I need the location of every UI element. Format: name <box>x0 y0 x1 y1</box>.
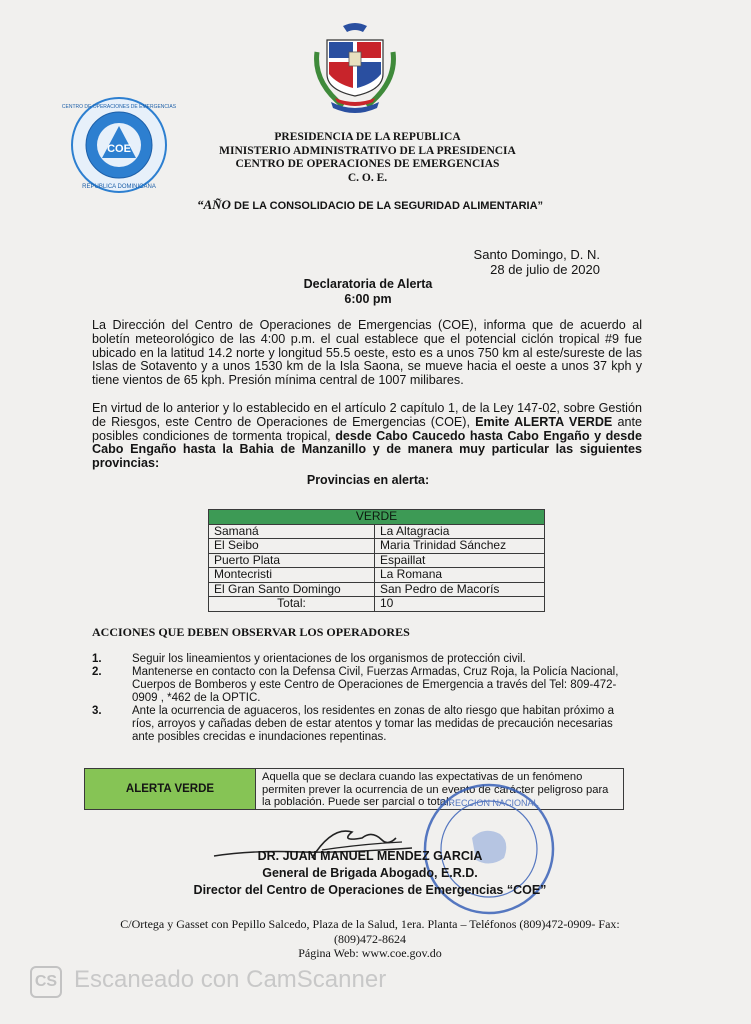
table-header: VERDE <box>209 510 545 525</box>
signatory-block <box>190 848 550 899</box>
action-number: 3. <box>92 705 102 717</box>
p2-area: desde Cabo Caucedo hasta Cabo Engaño y desde Cabo Engaño hasta la Bahia de Manzanillo y de manera muy particular las siguientes provincias: <box>92 428 643 471</box>
paragraph-declaration <box>92 402 642 471</box>
p2-alert: Emite ALERTA VERDE <box>475 414 613 429</box>
paragraph-bulletin: La Dirección del Centro de Operaciones de Emergencias (COE), informa que de acuerdo al boletín meteorológico de las 4:00 p.m. el cual establece que el potencial ciclón tropical #9 fue ubicado en la latitud 14.2 norte y longitud 55.5 oeste, esto es a unos 750 km al este/sureste de las Islas de Sotavento y a unos 1530 km de la Isla Saona, se mueve hacia el oeste a unos 37 kph y tiene vientos de 65 kph. Presión mínima central de 1007 milibares. <box>92 318 642 388</box>
letterhead <box>200 131 535 185</box>
title-main: Declaratoria de Alerta <box>303 277 433 291</box>
motto-prefix: “AÑO <box>196 197 231 212</box>
p2-conditions: ante posibles condiciones de tormenta tropical, <box>92 414 642 443</box>
signatory-role: Director del Centro de Operaciones de Emergencias “COE” <box>193 883 547 897</box>
place: Santo Domingo, D. N. <box>473 247 600 262</box>
seal-top-text: CENTRO DE OPERACIONES DE EMERGENCIAS <box>61 104 177 110</box>
motto-text: DE LA CONSOLIDACIO DE LA SEGURIDAD ALIMENTARIA” <box>230 200 544 212</box>
action-text: Seguir los lineamientos y orientaciones de los organismos de protección civil. <box>132 653 526 665</box>
alert-definition-label: ALERTA VERDE <box>85 769 256 809</box>
provinces-table <box>208 509 545 612</box>
provinces-title: Provincias en alerta: <box>306 473 430 487</box>
action-number: 2. <box>92 666 102 678</box>
motto <box>150 197 590 213</box>
camscanner-logo-icon: CS <box>30 966 62 998</box>
signatory-name: DR. JUAN MANUEL MENDEZ GARCIA <box>257 849 483 863</box>
table-cell: Samaná <box>209 524 375 539</box>
camscanner-watermark: Escaneado con CamScanner <box>74 966 387 993</box>
header-line-1: PRESIDENCIA DE LA REPUBLICA <box>274 131 461 143</box>
footer-address: C/Ortega y Gasset con Pepillo Salcedo, Plaza de la Salud, 1era. Planta – Teléfonos (809)472-0909- Fax: (809)472-8624 <box>120 917 620 946</box>
date: 28 de julio de 2020 <box>490 262 600 277</box>
coe-seal-icon <box>61 96 177 194</box>
document-title <box>268 277 468 307</box>
table-cell: Maria Trinidad Sánchez <box>375 539 545 554</box>
table-row <box>209 568 545 583</box>
table-cell: El Gran Santo Domingo <box>209 582 375 597</box>
table-row <box>209 524 545 539</box>
action-number: 1. <box>92 653 102 665</box>
table-cell: San Pedro de Macorís <box>375 582 545 597</box>
place-date <box>440 247 600 277</box>
action-text: Ante la ocurrencia de aguaceros, los residentes en zonas de alto riesgo que habitan próximo a ríos, arroyos y cañadas deben de estar atentos y tomar las medidas de precaución necesarias ante posibles crecidas e inundaciones repentinas. <box>132 705 615 744</box>
table-cell: Espaillat <box>375 553 545 568</box>
seal-center-text: COE <box>107 143 131 155</box>
header-line-2: MINISTERIO ADMINISTRATIVO DE LA PRESIDENCIA <box>219 144 516 157</box>
coat-of-arms-icon <box>313 22 397 114</box>
footer-web: Página Web: www.coe.gov.do <box>298 946 442 960</box>
total-label: Total: <box>209 597 375 612</box>
table-cell: La Romana <box>375 568 545 583</box>
table-total-row <box>209 597 545 612</box>
action-text: Mantenerse en contacto con la Defensa Civil, Fuerzas Armadas, Cruz Roja, la Policía Nacional, Cuerpos de Bomberos y este Centro de Operaciones de Emergencia a través del Tel: 809-472-0909 , *462 de la OPTIC. <box>132 666 619 705</box>
table-cell: Montecristi <box>209 568 375 583</box>
actions-title: ACCIONES QUE DEBEN OBSERVAR LOS OPERADORES <box>92 625 410 639</box>
signatory-rank: General de Brigada Abogado, E.R.D. <box>262 866 478 880</box>
header-line-3: CENTRO DE OPERACIONES DE EMERGENCIAS <box>235 158 500 171</box>
header-line-4: C. O. E. <box>347 171 388 184</box>
p2-intro: En virtud de lo anterior y lo establecido en el artículo 2 capítulo 1, de la Ley 147-02, sobre Gestión de Riesgos, este Centro de Operaciones de Emergencias (COE), <box>92 401 642 429</box>
seal-bottom-text: REPUBLICA DOMINICANA <box>82 184 156 190</box>
table-row <box>209 539 545 554</box>
table-row <box>209 553 545 568</box>
alert-definition-text: Aquella que se declara cuando las expectativas de un fenómeno permiten prever la ocurrencia de un evento de carácter peligroso para la población. Puede ser parcial o total. <box>262 771 609 809</box>
table-cell: El Seibo <box>209 539 375 554</box>
table-cell: La Altagracia <box>375 524 545 539</box>
title-time: 6:00 pm <box>344 292 392 306</box>
stamp-text: DIRECCION NACIONAL <box>439 798 539 808</box>
total-value: 10 <box>375 597 545 612</box>
table-cell: Puerto Plata <box>209 553 375 568</box>
table-row <box>209 582 545 597</box>
